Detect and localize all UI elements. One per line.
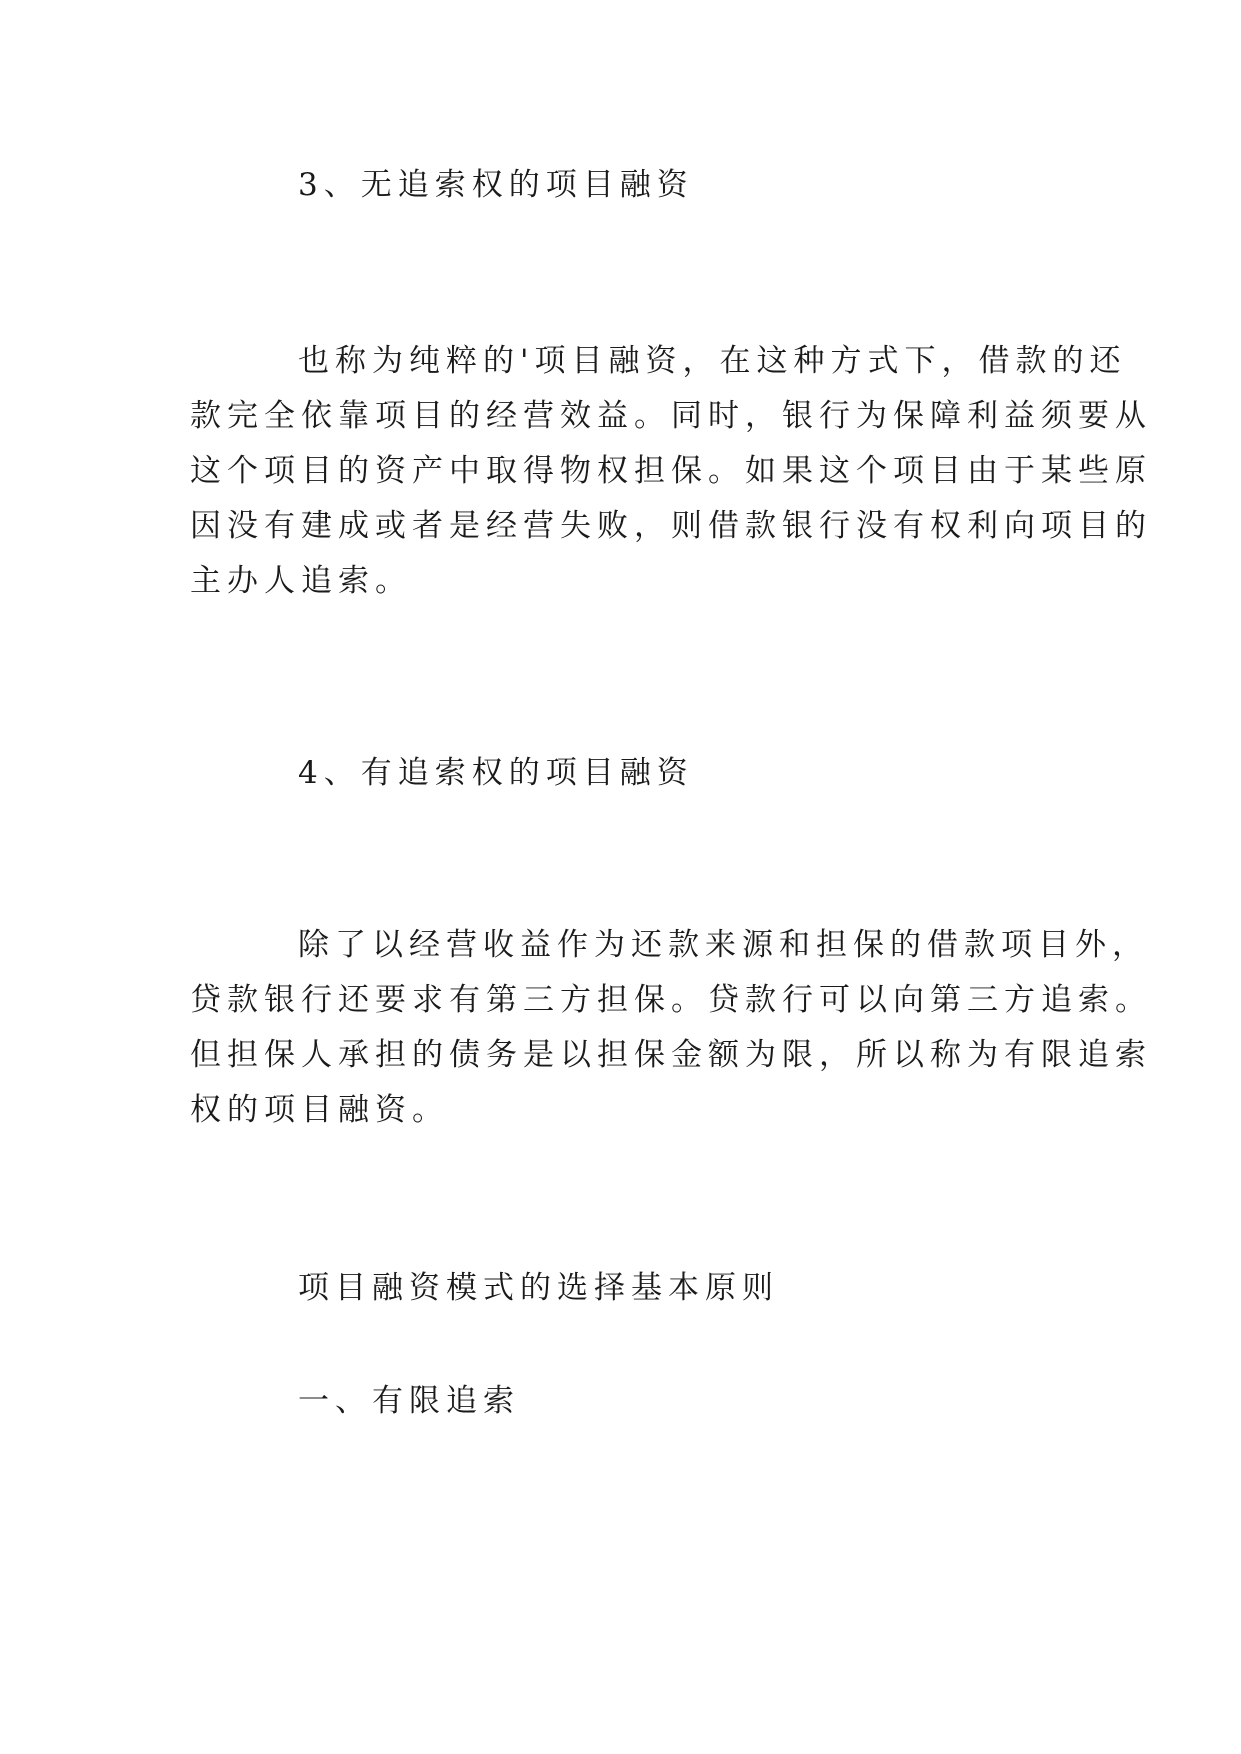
heading-limited-recourse: 一、有限追索 bbox=[298, 1383, 520, 1419]
paragraph-1-line-1: 也称为纯粹的'项目融资，在这种方式下，借款的还 bbox=[298, 343, 1127, 379]
heading-no-recourse: 3、无追索权的项目融资 bbox=[298, 167, 694, 203]
heading-with-recourse: 4、有追索权的项目融资 bbox=[298, 755, 694, 791]
paragraph-1-line-4: 因没有建成或者是经营失败，则借款银行没有权利向项目的 bbox=[190, 508, 1152, 544]
heading-selection-principles: 项目融资模式的选择基本原则 bbox=[298, 1270, 779, 1306]
paragraph-1-line-2: 款完全依靠项目的经营效益。同时，银行为保障利益须要从 bbox=[190, 398, 1152, 434]
paragraph-1-line-3: 这个项目的资产中取得物权担保。如果这个项目由于某些原 bbox=[190, 453, 1152, 489]
paragraph-2-line-3: 但担保人承担的债务是以担保金额为限，所以称为有限追索 bbox=[190, 1037, 1152, 1073]
paragraph-2-line-4: 权的项目融资。 bbox=[190, 1092, 449, 1128]
paragraph-1-line-5: 主办人追索。 bbox=[190, 563, 412, 599]
paragraph-2-line-2: 贷款银行还要求有第三方担保。贷款行可以向第三方追索。 bbox=[190, 982, 1152, 1018]
paragraph-2-line-1: 除了以经营收益作为还款来源和担保的借款项目外， bbox=[298, 927, 1149, 963]
